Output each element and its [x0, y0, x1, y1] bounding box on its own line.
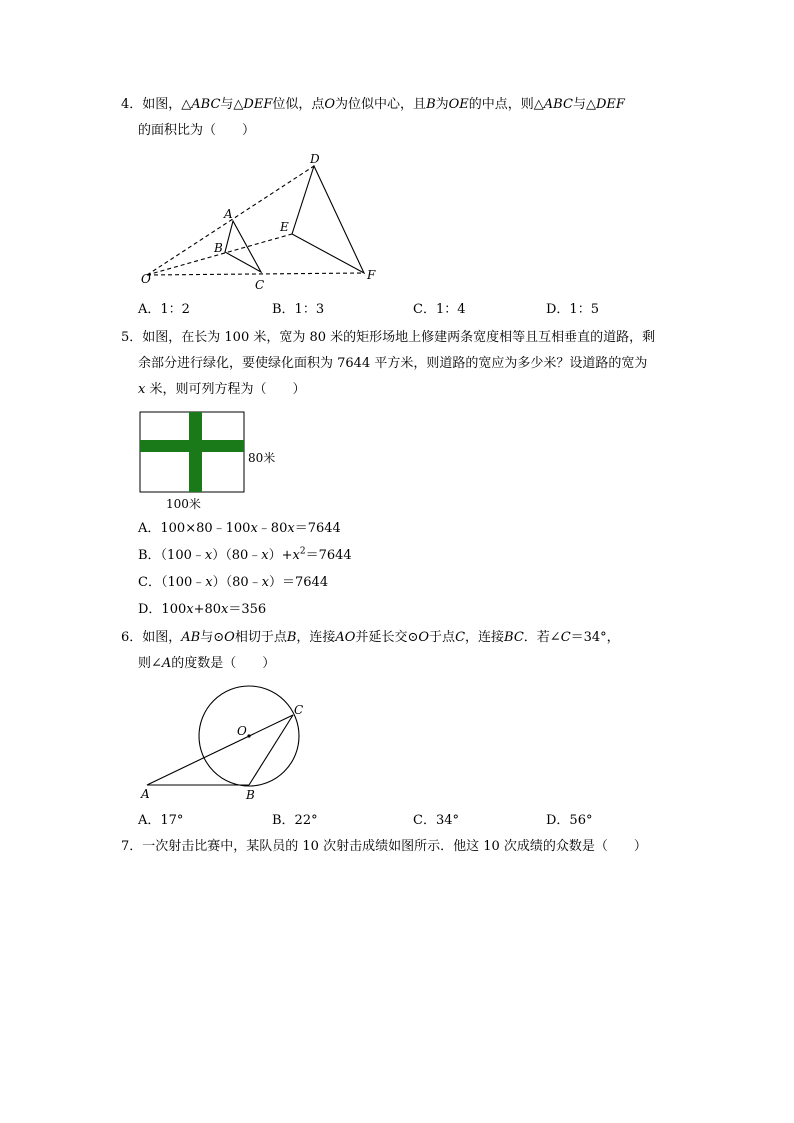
- q5-option-d[interactable]: D．100x+80x＝356: [138, 602, 267, 617]
- q5-number: 5．: [121, 330, 143, 345]
- q5-figure: [135, 408, 285, 514]
- q4-option-b[interactable]: B．1：3: [272, 302, 325, 317]
- q6-label-b: B: [246, 788, 255, 802]
- q5-option-b[interactable]: B．$(100﹣x)(80﹣x)+x^2=7644$: [138, 546, 352, 563]
- q4-line1: 4．如图，△ABC与△DEF位似，点O为位似中心，且B为OE的中点，则△ABC与△DEF: [121, 97, 625, 112]
- q6-figure: [135, 682, 315, 804]
- q5-length-label: 100米: [166, 497, 201, 511]
- q6-option-d[interactable]: D．56°: [546, 813, 593, 828]
- q6-center-dot: [247, 734, 250, 737]
- q5-line1: 5．如图，在长为 100 米，宽为 80 米的矩形场地上修建两条宽度相等且互相垂直的道路，剩: [121, 330, 656, 345]
- q5-vertical-road: [189, 412, 202, 492]
- q4-label-c: C: [255, 278, 265, 290]
- q4-option-d[interactable]: D．1：5: [546, 302, 599, 317]
- q6-number: 6．: [121, 630, 143, 645]
- q4-triangle-abc: [225, 221, 261, 272]
- q4-label-a: A: [224, 207, 233, 221]
- q4-label-d: D: [310, 152, 320, 166]
- q6-option-c[interactable]: C．34°: [413, 813, 459, 828]
- q4-dash-of: [147, 273, 364, 275]
- q6-line1: 6．如图，AB与⊙O相切于点B，连接AO并延长交⊙O于点C，连接BC．若∠C＝34°，: [121, 630, 620, 645]
- q5-width-label: 80米: [248, 451, 276, 465]
- q5-line2: 余部分进行绿化，要使绿化面积为 7644 平方米，则道路的宽应为多少米？设道路的宽为: [138, 356, 648, 371]
- q5-option-c[interactable]: C．（100﹣x）（80﹣x）＝7644: [138, 575, 329, 590]
- q4-label-o: O: [141, 272, 151, 286]
- q4-line2: 的面积比为（ ）: [138, 123, 256, 138]
- q7-number: 7．: [121, 839, 143, 854]
- q6-option-b[interactable]: B．22°: [272, 813, 318, 828]
- q5-line3: x 米，则可列方程为（ ）: [138, 382, 306, 397]
- q4-label-e: E: [280, 220, 289, 234]
- q4-label-b: B: [214, 241, 223, 255]
- q4-option-c[interactable]: C．1：4: [413, 302, 466, 317]
- q6-option-a[interactable]: A．17°: [138, 813, 184, 828]
- q4-triangle-def: [292, 166, 364, 273]
- q4-option-a[interactable]: A．1：2: [138, 302, 190, 317]
- q4-figure: [135, 148, 385, 290]
- q6-label-c: C: [294, 703, 304, 717]
- q6-label-o: O: [237, 724, 247, 738]
- q4-label-f: F: [367, 268, 376, 282]
- q6-label-a: A: [141, 787, 150, 801]
- q5-option-a[interactable]: A．100×80﹣100x﹣80x＝7644: [138, 521, 341, 536]
- q7-line1: 7．一次射击比赛中，某队员的 10 次射击成绩如图所示．他这 10 次成绩的众数是（ ）: [121, 839, 647, 854]
- q4-number: 4．: [121, 97, 143, 112]
- q6-line2: 则∠A的度数是（ ）: [138, 656, 276, 671]
